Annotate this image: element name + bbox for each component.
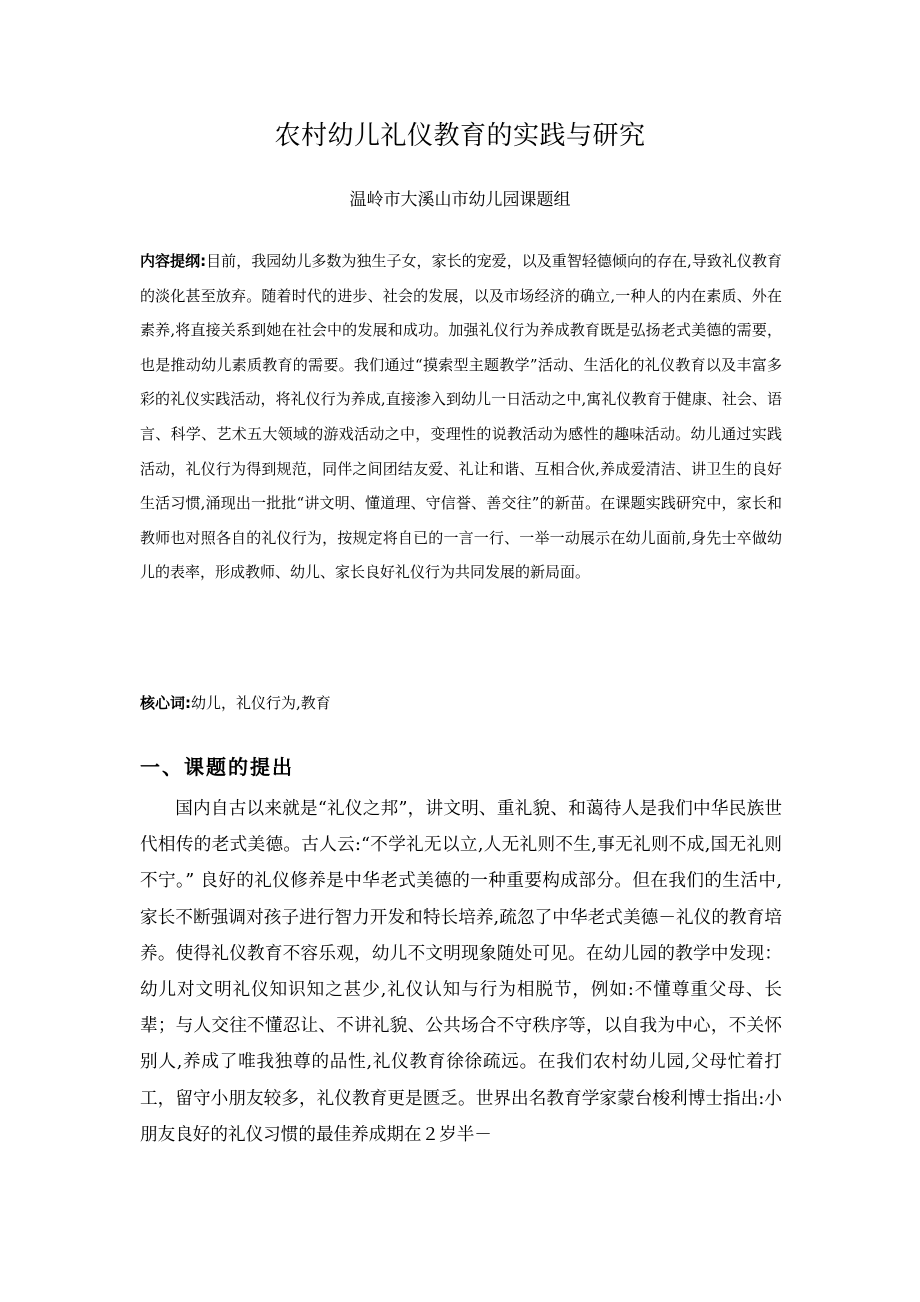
author-line: 温岭市大溪山市幼儿园课题组 [349,190,571,210]
keywords-paragraph [140,688,782,718]
body-paragraph: 国内自古以来就是“礼仪之邦”，讲文明、重礼貌、和蔼待人是我们中华民族世代相传的老式美德。古人云:“不学礼无以立,人无礼则不生,事无礼则不成,国无礼则不宁。” 良好的礼仪修养是中华老式美德的一种重要构成部分。但在我们的生活中,家长不断强调对孩子进行智力开发和特长培养,疏忽了中华老式美德－礼仪的教育培养。使得礼仪教育不容乐观，幼儿不文明现象随处可见。在幼儿园的教学中发现：幼儿对文明礼仪知识知之甚少,礼仪认知与行为相脱节，例如:不懂尊重父母、长辈；与人交往不懂忍让、不讲礼貌、公共场合不守秩序等，以自我为中心，不关怀别人,养成了唯我独尊的品性,礼仪教育徐徐疏远。在我们农村幼儿园,父母忙着打工，留守小朋友较多，礼仪教育更是匮乏。世界出名教育学家蒙台梭利博士指出:小朋友良好的礼仪习惯的最佳养成期在２岁半－ [140,799,782,1145]
document-title: 农村幼儿礼仪教育的实践与研究 [274,121,646,151]
abstract-label: 内容提纲 [140,252,201,270]
abstract-paragraph [140,244,782,590]
section-heading: 一、课题的提出 [140,755,294,779]
keywords-text: 幼儿，礼仪行为,教育 [191,694,331,712]
abstract-separator: : [200,252,207,270]
keywords-separator: : [185,694,192,712]
keywords-label: 核心词 [140,694,186,712]
abstract-text: 目前，我园幼儿多数为独生子女，家长的宠爱，以及重智轻德倾向的存在,导致礼仪教育的淡化甚至放弃。随着时代的进步、社会的发展，以及市场经济的确立,一种人的内在素质、外在素养,将直接关系到她在社会中的发展和成功。加强礼仪行为养成教育既是弘扬老式美德的需要，也是推动幼儿素质教育的需要。我们通过“摸索型主题教学”活动、生活化的礼仪教育以及丰富多彩的礼仪实践活动，将礼仪行为养成,直接渗入到幼儿一日活动之中,寓礼仪教育于健康、社会、语言、科学、艺术五大领域的游戏活动之中，变理性的说教活动为感性的趣味活动。幼儿通过实践活动，礼仪行为得到规范，同伴之间团结友爱、礼让和谐、互相合伙,养成爱清洁、讲卫生的良好生活习惯,涌现出一批批“讲文明、懂道理、守信誉、善交往”的新苗。在课题实践研究中，家长和教师也对照各自的礼仪行为，按规定将自已的一言一行、一举一动展示在幼儿面前,身先士卒做幼儿的表率，形成教师、幼儿、家长良好礼仪行为共同发展的新局面。 [140,252,782,582]
